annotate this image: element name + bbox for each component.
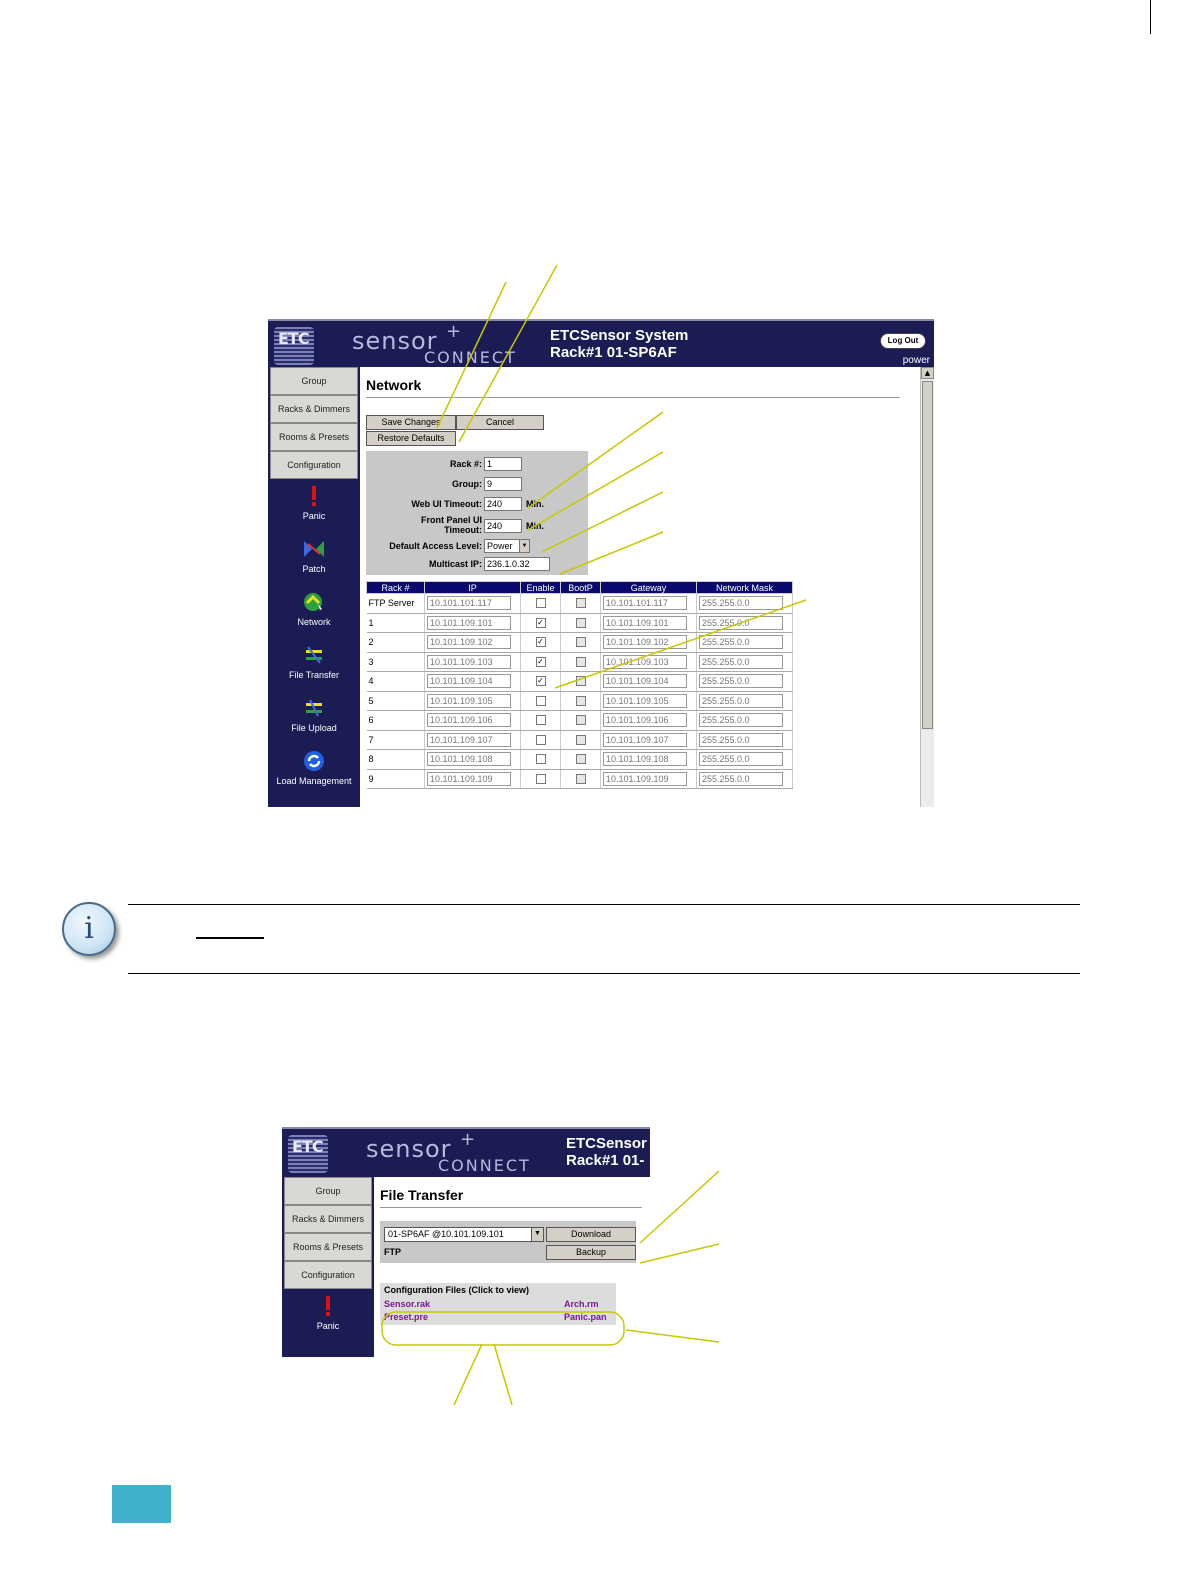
file-link-arch-rm[interactable]: Arch.rm [564,1299,599,1309]
brand-plus-text: + [460,1129,476,1150]
sidebar-item-patch[interactable]: Patch [268,532,360,585]
callout-line [437,282,506,428]
enable-checkbox[interactable]: ✓ [537,617,544,627]
network-mask-field[interactable]: 255.255.0.0 [699,596,783,610]
page-tab-marker [112,1485,171,1523]
network-mask-field[interactable]: 255.255.0.0 [699,713,783,727]
callout-line [640,1171,719,1243]
enable-checkbox[interactable]: ✓ [537,676,544,686]
rack-number-cell: 5 [368,695,374,706]
default-access-select[interactable]: Power ▼ [484,539,530,553]
rack-number-cell: 2 [368,637,374,648]
system-title: ETCSensor System Rack#1 01-SP6AF [550,327,689,361]
files-highlight-outline [382,1312,624,1345]
rack-number-row: Rack #: 1 [366,457,588,473]
sidebar-item-racks-dimmers[interactable]: Racks & Dimmers [284,1205,372,1233]
brand-plus-text: + [446,321,462,342]
multicast-ip-field[interactable]: 236.1.0.32 [484,557,550,571]
ip-field[interactable]: 10.101.101.117 [427,596,511,610]
sidebar-item-rooms-presets[interactable]: Rooms & Presets [284,1233,372,1261]
callout-line [494,1344,512,1405]
page-title: Network [366,377,422,393]
sidebar-item-racks-dimmers[interactable]: Racks & Dimmers [270,395,358,423]
sidebar-item-rooms-presets[interactable]: Rooms & Presets [270,423,358,451]
callout-line [528,412,663,508]
group-field[interactable]: 9 [484,477,522,491]
ip-field[interactable]: 10.101.109.109 [427,772,511,786]
chevron-down-icon: ▼ [531,1228,543,1241]
rack-number-cell: 8 [368,754,374,765]
restore-defaults-button[interactable]: Restore Defaults [366,431,456,446]
enable-checkbox[interactable]: ✓ [537,656,544,666]
sidebar-item-configuration[interactable]: Configuration [284,1261,372,1289]
front-panel-timeout-row: Front Panel UI Timeout: 240 Min. [420,515,544,535]
files-header: Configuration Files (Click to view) [384,1285,530,1295]
callout-line [640,1244,719,1263]
brand-sensor-text: sensor [352,327,438,355]
network-mask-field[interactable]: 255.255.0.0 [699,752,783,766]
sidebar-item-group[interactable]: Group [270,367,358,395]
sidebar-item-configuration[interactable]: Configuration [270,451,358,479]
callout-line [459,265,557,442]
front-panel-timeout-field[interactable]: 240 [484,519,522,533]
rack-number-cell: 6 [368,715,374,726]
network-mask-field[interactable]: 255.255.0.0 [699,655,783,669]
ip-field[interactable]: 10.101.109.106 [427,713,511,727]
ip-field[interactable]: 10.101.109.103 [427,655,511,669]
enable-checkbox[interactable]: ✓ [537,637,544,647]
info-note-icon: i [62,902,116,956]
ip-field[interactable]: 10.101.109.105 [427,694,511,708]
web-ui-timeout-row: Web UI Timeout: 240 Min. [411,499,544,509]
rack-number-cell: 3 [368,656,374,667]
rack-number-cell: 7 [368,734,374,745]
brand-connect-text: CONNECT [424,348,517,367]
gateway-field[interactable]: 10.101.109.107 [603,733,687,747]
chevron-down-icon: ▼ [519,540,529,552]
etc-logo: ETC [288,1135,328,1173]
save-changes-button[interactable]: Save Changes [366,415,456,430]
access-level-text: power [902,355,930,366]
multicast-ip-row: Multicast IP: 236.1.0.32 [366,557,588,573]
gateway-field[interactable]: 10.101.109.106 [603,713,687,727]
logout-button[interactable]: Log Out [880,333,926,349]
system-title: ETCSensor Rack#1 01- [566,1135,647,1169]
scroll-up-icon[interactable]: ▲ [921,367,934,379]
ip-field[interactable]: 10.101.109.107 [427,733,511,747]
gateway-field[interactable]: 10.101.109.104 [603,674,687,688]
gateway-field[interactable]: 10.101.109.105 [603,694,687,708]
gateway-field[interactable]: 10.101.109.108 [603,752,687,766]
network-mask-field[interactable]: 255.255.0.0 [699,616,783,630]
rack-number-cell: 1 [368,617,374,628]
rack-number-field[interactable]: 1 [484,457,522,471]
web-ui-timeout-field[interactable]: 240 [484,497,522,511]
sidebar-item-file-transfer[interactable]: File Transfer [268,638,360,691]
callout-line [528,452,663,530]
network-mask-field[interactable]: 255.255.0.0 [699,694,783,708]
sidebar-item-panic[interactable]: Panic [282,1289,374,1342]
rack-number-cell: 9 [368,773,374,784]
network-mask-field[interactable]: 255.255.0.0 [699,674,783,688]
brand-connect-text: CONNECT [438,1156,531,1175]
callout-line [542,492,663,552]
sidebar-item-network[interactable]: Network [268,585,360,638]
ip-field[interactable]: 10.101.109.101 [427,616,511,630]
network-mask-field[interactable]: 255.255.0.0 [699,635,783,649]
callout-line [626,1330,719,1342]
file-link-preset-pre[interactable]: Preset.pre [384,1312,429,1322]
etc-logo: ETC [274,327,314,365]
backup-button[interactable]: Backup [546,1245,636,1260]
sidebar-item-load-management[interactable]: Load Management [268,744,360,797]
default-access-row: Default Access Level: Power ▼ [366,539,588,555]
callout-line [454,1344,482,1405]
sidebar-item-group[interactable]: Group [284,1177,372,1205]
rack-select[interactable]: 01-SP6AF @10.101.109.101 ▼ [384,1227,544,1242]
network-mask-field[interactable]: 255.255.0.0 [699,733,783,747]
gateway-field[interactable]: 10.101.109.102 [603,635,687,649]
ip-field[interactable]: 10.101.109.104 [427,674,511,688]
rack-number-cell: FTP Server [368,598,415,609]
network-mask-field[interactable]: 255.255.0.0 [699,772,783,786]
ip-field[interactable]: 10.101.109.108 [427,752,511,766]
ftp-label: FTP [384,1247,401,1257]
table-header-row: Rack # IP Enable BootP Gateway Network Mask [367,582,793,594]
gateway-field[interactable]: 10.101.109.101 [603,616,687,630]
page-title: File Transfer [380,1187,464,1203]
rack-number-cell: 4 [368,676,374,687]
gateway-field[interactable]: 10.101.109.103 [603,655,687,669]
gateway-field[interactable]: 10.101.101.117 [603,596,687,610]
sidebar-item-panic[interactable]: Panic [268,479,360,532]
file-link-panic-pan[interactable]: Panic.pan [564,1312,607,1322]
ip-field[interactable]: 10.101.109.102 [427,635,511,649]
download-button[interactable]: Download [546,1227,636,1242]
brand-sensor-text: sensor [366,1135,452,1163]
sidebar-item-file-upload[interactable]: File Upload [268,691,360,744]
callout-line [555,600,806,688]
cancel-button[interactable]: Cancel [456,415,544,430]
gateway-field[interactable]: 10.101.109.109 [603,772,687,786]
file-link-sensor-rak[interactable]: Sensor.rak [384,1299,431,1309]
callout-line [560,532,663,574]
group-row: Group: 9 [366,477,588,493]
